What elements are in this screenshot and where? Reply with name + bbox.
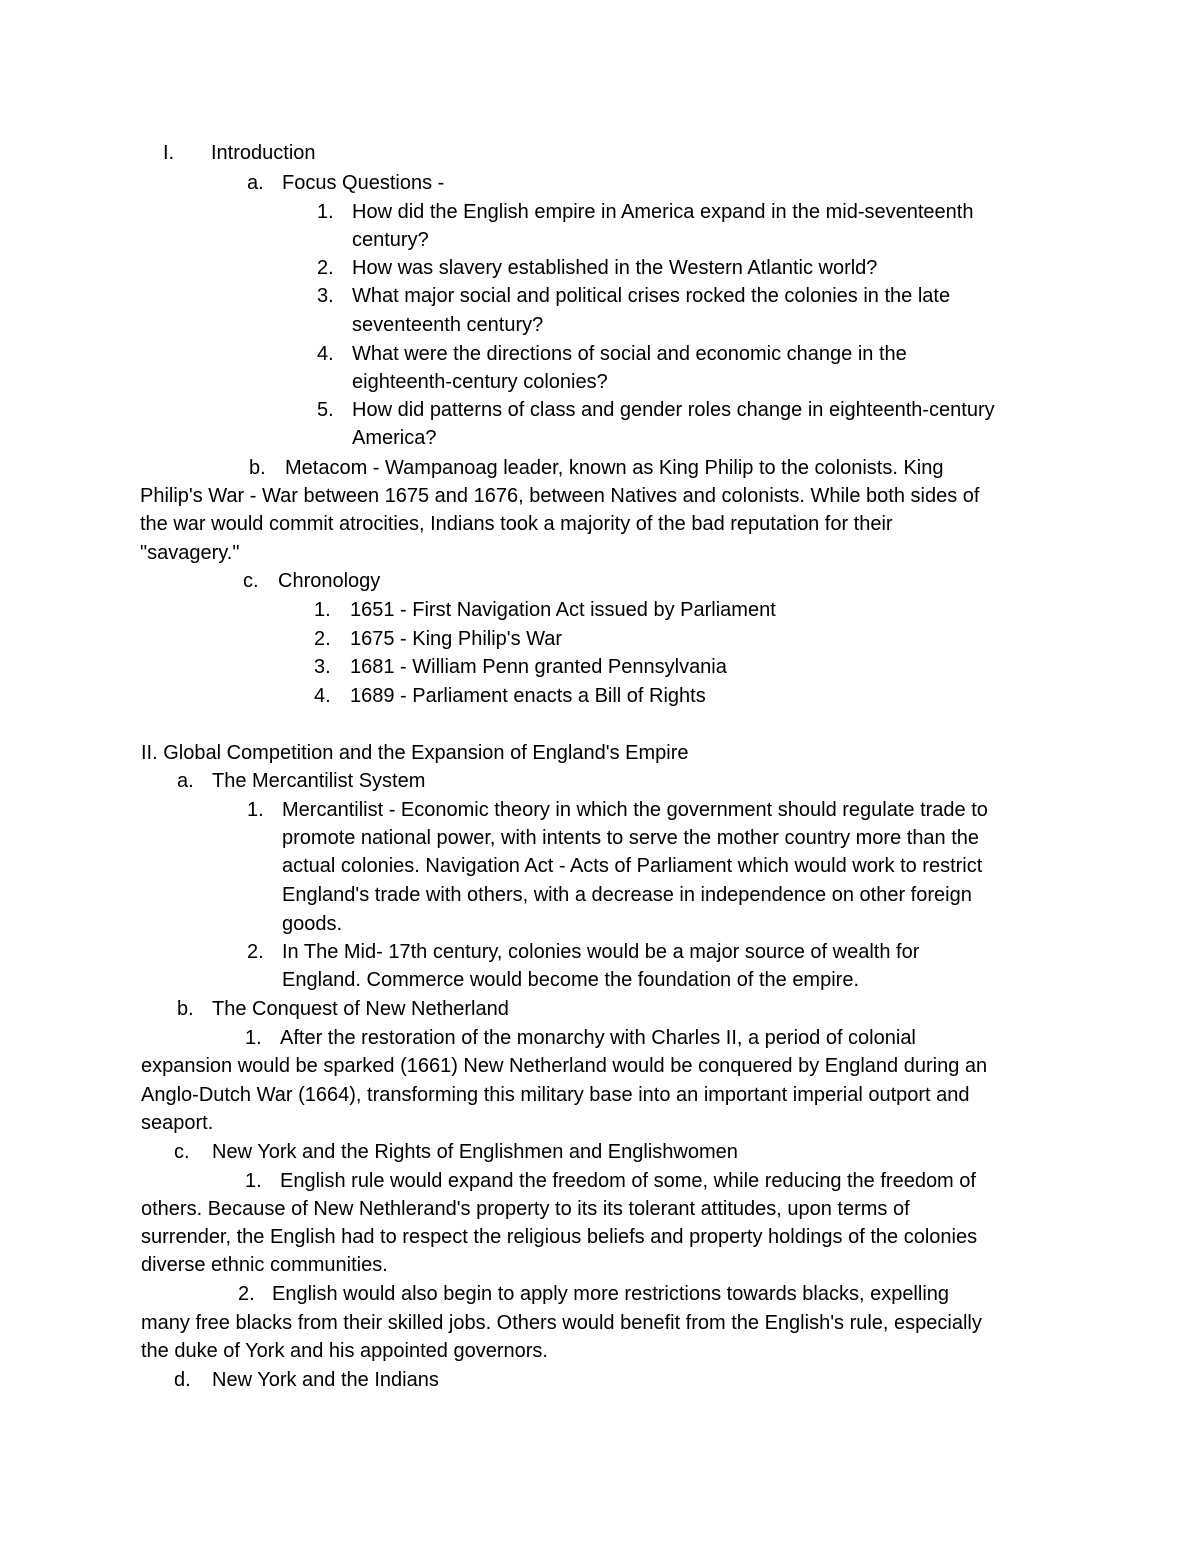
focus-question-5-marker: 5. [317,399,334,421]
focus-question-4-line: eighteenth-century colonies? [352,371,608,393]
focus-question-4-line: What were the directions of social and economic change in the [352,343,907,365]
section-2-title: II. Global Competition and the Expansion of England's Empire [141,742,689,764]
focus-question-3-line: seventeenth century? [352,314,544,336]
mercantilist-item-1-marker: 1. [247,799,264,821]
chronology-item-4-text: 1689 - Parliament enacts a Bill of Rights [350,685,706,707]
section-1-a-title: Focus Questions - [282,172,445,194]
rights-item-2-line: English would also begin to apply more restrictions towards blacks, expelling [272,1283,950,1305]
conquest-item-1-line: expansion would be sparked (1661) New Netherland would be conquered by England during an [141,1055,988,1077]
mercantilist-item-1-line: actual colonies. Navigation Act - Acts of Parliament which would work to restrict [282,855,983,877]
chronology-item-1-marker: 1. [314,599,331,621]
mercantilist-item-1-line: promote national power, with intents to serve the mother country more than the [282,827,980,849]
mercantilist-item-1-line: goods. [282,913,343,935]
section-2-d-title: New York and the Indians [212,1369,439,1391]
chronology-item-2-marker: 2. [314,628,331,650]
rights-item-1-line: surrender, the English had to respect the religious beliefs and property holdings of the colonies [141,1226,978,1248]
focus-question-3-marker: 3. [317,285,334,307]
section-2-d-marker: d. [174,1369,191,1391]
mercantilist-item-1-line: Mercantilist - Economic theory in which the government should regulate trade to [282,799,988,821]
mercantilist-item-2-marker: 2. [247,941,264,963]
mercantilist-item-2-line: In The Mid- 17th century, colonies would be a major source of wealth for [282,941,920,963]
conquest-item-1-marker: 1. [245,1027,262,1049]
section-2-b-title: The Conquest of New Netherland [212,998,509,1020]
focus-question-2-line: How was slavery established in the Western Atlantic world? [352,257,878,279]
section-1-b-marker: b. [249,457,266,479]
rights-item-2-line: the duke of York and his appointed governors. [141,1340,548,1362]
chronology-item-4-marker: 4. [314,685,331,707]
rights-item-2-marker: 2. [238,1283,255,1305]
conquest-item-1-line: After the restoration of the monarchy with Charles II, a period of colonial [280,1027,916,1049]
section-1-b-line: Metacom - Wampanoag leader, known as King Philip to the colonists. King [285,457,944,479]
section-1-b-line: "savagery." [140,542,240,564]
section-2-a-title: The Mercantilist System [212,770,426,792]
focus-question-3-line: What major social and political crises rocked the colonies in the late [352,285,951,307]
rights-item-1-line: others. Because of New Nethlerand's property to its its tolerant attitudes, upon terms of [141,1198,910,1220]
focus-question-1-line: century? [352,229,429,251]
mercantilist-item-1-line: England's trade with others, with a decrease in independence on other foreign [282,884,972,906]
focus-question-1-line: How did the English empire in America expand in the mid-seventeenth [352,201,974,223]
focus-question-2-marker: 2. [317,257,334,279]
rights-item-1-line: diverse ethnic communities. [141,1254,388,1276]
section-2-b-marker: b. [177,998,194,1020]
focus-question-5-line: America? [352,427,437,449]
section-1-c-title: Chronology [278,570,381,592]
focus-question-5-line: How did patterns of class and gender roles change in eighteenth-century [352,399,995,421]
chronology-item-3-marker: 3. [314,656,331,678]
conquest-item-1-line: Anglo-Dutch War (1664), transforming this military base into an important imperial outport and [141,1084,970,1106]
section-2-c-title: New York and the Rights of Englishmen and Englishwomen [212,1141,738,1163]
section-1-title: Introduction [211,142,316,164]
focus-question-4-marker: 4. [317,343,334,365]
conquest-item-1-line: seaport. [141,1112,214,1134]
section-1-a-marker: a. [247,172,264,194]
mercantilist-item-2-line: England. Commerce would become the foundation of the empire. [282,969,860,991]
chronology-item-1-text: 1651 - First Navigation Act issued by Parliament [350,599,776,621]
section-1-b-line: Philip's War - War between 1675 and 1676, between Natives and colonists. While both sides of [140,485,980,507]
focus-question-1-marker: 1. [317,201,334,223]
section-2-a-marker: a. [177,770,194,792]
rights-item-2-line: many free blacks from their skilled jobs. Others would benefit from the English's rule, especially [141,1312,982,1334]
section-1-b-line: the war would commit atrocities, Indians took a majority of the bad reputation for their [140,513,893,535]
rights-item-1-marker: 1. [245,1170,262,1192]
chronology-item-3-text: 1681 - William Penn granted Pennsylvania [350,656,727,678]
section-1-c-marker: c. [243,570,259,592]
rights-item-1-line: English rule would expand the freedom of some, while reducing the freedom of [280,1170,976,1192]
section-1-numeral: I. [163,142,175,164]
chronology-item-2-text: 1675 - King Philip's War [350,628,563,650]
section-2-c-marker: c. [174,1141,190,1163]
